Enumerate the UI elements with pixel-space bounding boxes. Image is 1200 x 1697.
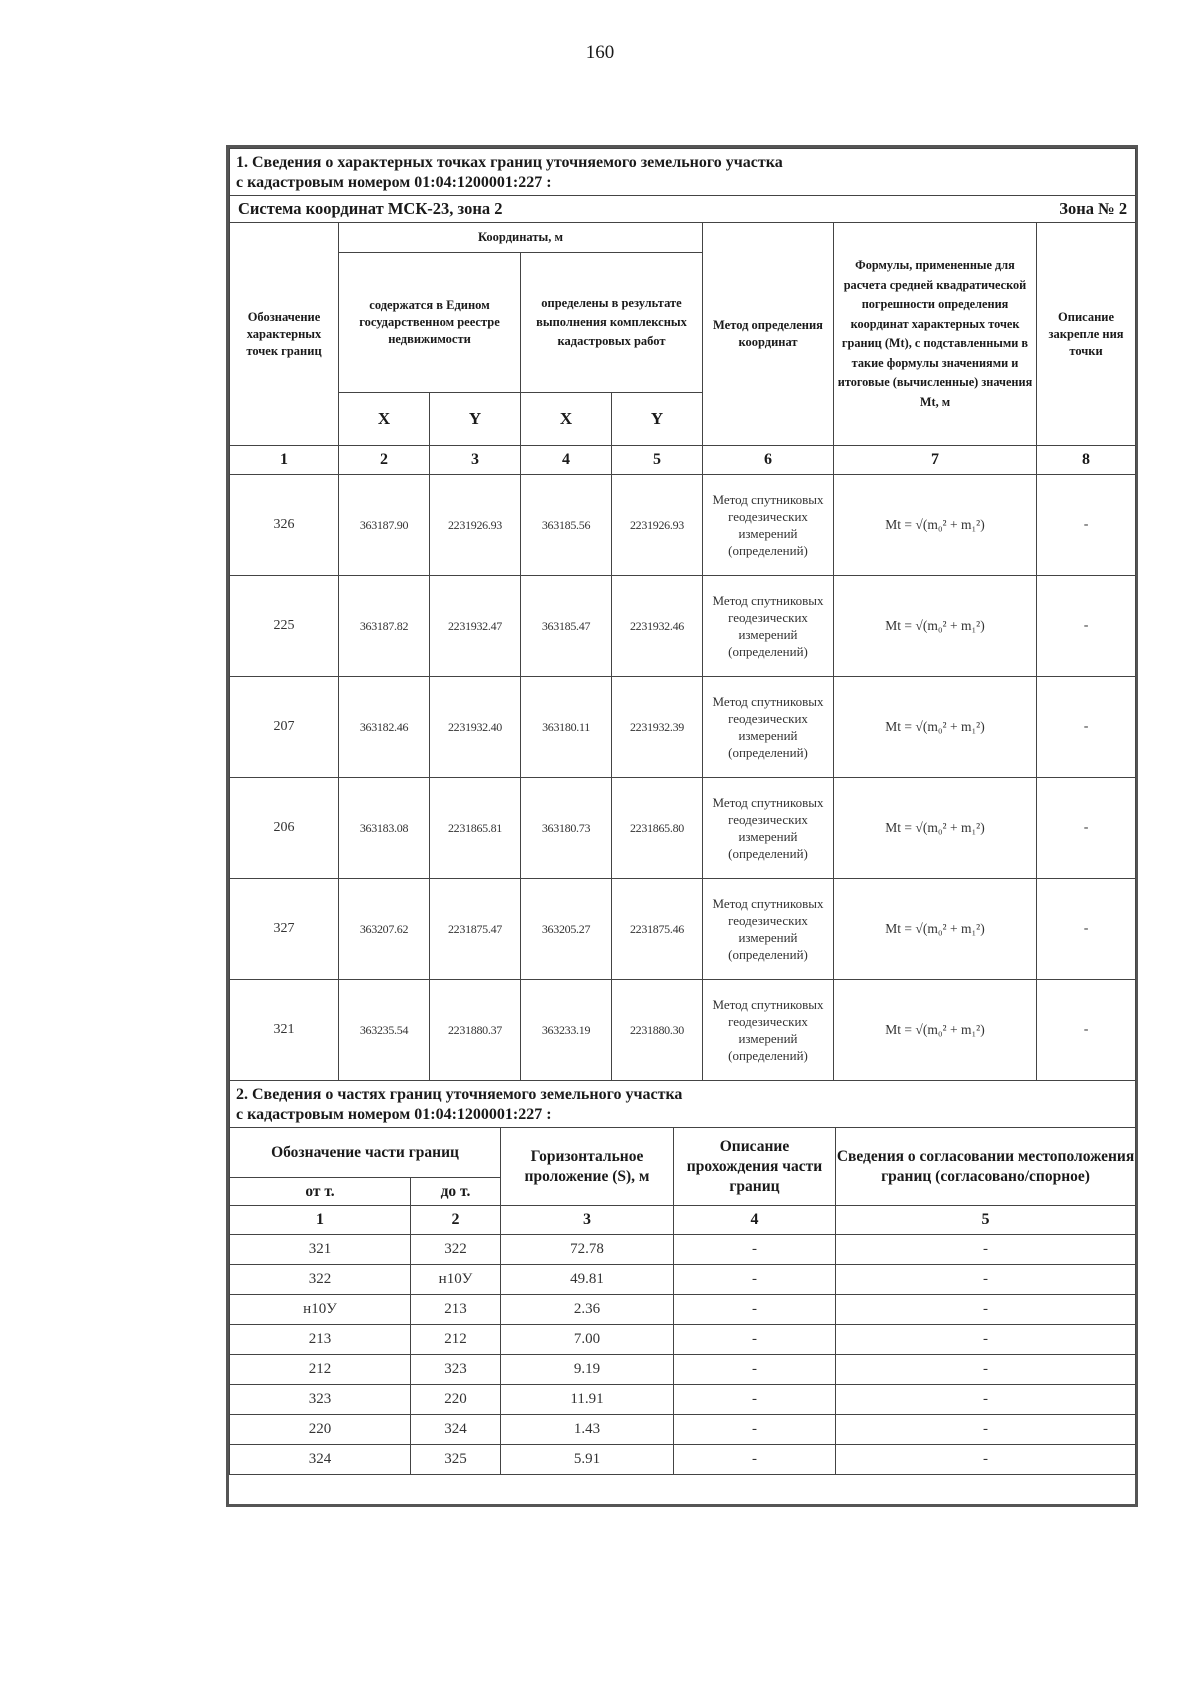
table-bottom-spacer <box>230 1475 1136 1484</box>
determined-x: 363185.56 <box>521 475 612 576</box>
header-y-determined: Y <box>612 393 703 446</box>
determined-y: 2231875.46 <box>612 879 703 980</box>
column-number: 1 <box>230 1206 411 1235</box>
method-cell: Метод спутниковых геодезических измерений (определений) <box>703 879 834 980</box>
point-id: 326 <box>230 475 339 576</box>
document-frame <box>226 145 1138 1507</box>
point-row <box>230 778 1136 879</box>
method-cell: Метод спутниковых геодезических измерений (определений) <box>703 980 834 1081</box>
determined-y: 2231865.80 <box>612 778 703 879</box>
registry-x: 363235.54 <box>339 980 430 1081</box>
column-number: 7 <box>834 446 1037 475</box>
description-cell: - <box>1037 677 1136 778</box>
passage-cell: - <box>674 1325 836 1355</box>
column-number: 3 <box>501 1206 674 1235</box>
part-row <box>230 1295 1136 1325</box>
passage-cell: - <box>674 1415 836 1445</box>
registry-y: 2231932.40 <box>430 677 521 778</box>
to-point: 322 <box>411 1235 501 1265</box>
to-point: 325 <box>411 1445 501 1475</box>
part-row <box>230 1415 1136 1445</box>
formula-cell: Mt = √(m₀² + m₁²) <box>834 475 1037 576</box>
column-number: 2 <box>411 1206 501 1235</box>
parts-table <box>229 1081 1136 1483</box>
points-table <box>229 148 1136 1081</box>
determined-y: 2231880.30 <box>612 980 703 1081</box>
passage-cell: - <box>674 1265 836 1295</box>
header-y-registry: Y <box>430 393 521 446</box>
column-numbers-row <box>230 446 1136 475</box>
determined-y: 2231932.46 <box>612 576 703 677</box>
column-number: 3 <box>430 446 521 475</box>
point-id: 225 <box>230 576 339 677</box>
part-row <box>230 1235 1136 1265</box>
from-point: н10У <box>230 1295 411 1325</box>
determined-x: 363205.27 <box>521 879 612 980</box>
header-passage: Описание прохождения части границ <box>674 1128 836 1206</box>
passage-cell: - <box>674 1295 836 1325</box>
section1-title <box>230 149 1136 196</box>
part-row <box>230 1265 1136 1295</box>
section1-title-line2: с кадастровым номером 01:04:1200001:227 : <box>236 174 552 191</box>
determined-x: 363185.47 <box>521 576 612 677</box>
formula-cell: Mt = √(m₀² + m₁²) <box>834 677 1037 778</box>
formula-cell: Mt = √(m₀² + m₁²) <box>834 778 1037 879</box>
method-cell: Метод спутниковых геодезических измерений (определений) <box>703 576 834 677</box>
determined-y: 2231932.39 <box>612 677 703 778</box>
point-row <box>230 475 1136 576</box>
passage-cell: - <box>674 1235 836 1265</box>
length-cell: 9.19 <box>501 1355 674 1385</box>
from-point: 220 <box>230 1415 411 1445</box>
passage-cell: - <box>674 1385 836 1415</box>
header-method: Метод определения координат <box>703 223 834 446</box>
description-cell: - <box>1037 879 1136 980</box>
header-point: Обозначение характерных точек границ <box>230 223 339 446</box>
header-to: до т. <box>411 1178 501 1206</box>
agreement-cell: - <box>836 1235 1136 1265</box>
length-cell: 7.00 <box>501 1325 674 1355</box>
description-cell: - <box>1037 980 1136 1081</box>
from-point: 323 <box>230 1385 411 1415</box>
to-point: н10У <box>411 1265 501 1295</box>
column-number: 5 <box>836 1206 1136 1235</box>
registry-y: 2231926.93 <box>430 475 521 576</box>
registry-y: 2231880.37 <box>430 980 521 1081</box>
from-point: 213 <box>230 1325 411 1355</box>
determined-y: 2231926.93 <box>612 475 703 576</box>
length-cell: 49.81 <box>501 1265 674 1295</box>
determined-x: 363180.11 <box>521 677 612 778</box>
description-cell: - <box>1037 475 1136 576</box>
description-cell: - <box>1037 576 1136 677</box>
determined-x: 363233.19 <box>521 980 612 1081</box>
column-number: 4 <box>674 1206 836 1235</box>
header-in-registry: содержатся в Едином государственном реестре недвижимости <box>339 253 521 393</box>
registry-y: 2231865.81 <box>430 778 521 879</box>
point-id: 321 <box>230 980 339 1081</box>
section2-title-line2: с кадастровым номером 01:04:1200001:227 : <box>236 1106 552 1123</box>
passage-cell: - <box>674 1355 836 1385</box>
to-point: 324 <box>411 1415 501 1445</box>
from-point: 212 <box>230 1355 411 1385</box>
length-cell: 11.91 <box>501 1385 674 1415</box>
agreement-cell: - <box>836 1295 1136 1325</box>
length-cell: 5.91 <box>501 1445 674 1475</box>
page-number: 160 <box>585 42 615 63</box>
header-coordinates: Координаты, м <box>339 223 703 253</box>
part-row <box>230 1355 1136 1385</box>
length-cell: 2.36 <box>501 1295 674 1325</box>
to-point: 220 <box>411 1385 501 1415</box>
registry-y: 2231932.47 <box>430 576 521 677</box>
header-formula: Формулы, примененные для расчета средней квадратической погрешности определения координат характерных точек границ (Mt), с подставленными в такие формулы значениями и итоговые (вычисленные) значения Mt, м <box>834 223 1037 446</box>
part-row <box>230 1325 1136 1355</box>
part-row <box>230 1445 1136 1475</box>
registry-x: 363207.62 <box>339 879 430 980</box>
point-id: 327 <box>230 879 339 980</box>
description-cell: - <box>1037 778 1136 879</box>
header-agreement: Сведения о согласовании местоположения границ (согласовано/спорное) <box>836 1128 1136 1206</box>
header-part: Обозначение части границ <box>230 1128 501 1178</box>
section2-title-line1: 2. Сведения о частях границ уточняемого земельного участка <box>236 1086 683 1103</box>
point-id: 207 <box>230 677 339 778</box>
formula-cell: Mt = √(m₀² + m₁²) <box>834 980 1037 1081</box>
header-x-registry: X <box>339 393 430 446</box>
to-point: 213 <box>411 1295 501 1325</box>
to-point: 212 <box>411 1325 501 1355</box>
point-id: 206 <box>230 778 339 879</box>
registry-x: 363183.08 <box>339 778 430 879</box>
column-number: 1 <box>230 446 339 475</box>
header-determined: определены в результате выполнения комплексных кадастровых работ <box>521 253 703 393</box>
agreement-cell: - <box>836 1265 1136 1295</box>
determined-x: 363180.73 <box>521 778 612 879</box>
agreement-cell: - <box>836 1415 1136 1445</box>
column-number: 2 <box>339 446 430 475</box>
method-cell: Метод спутниковых геодезических измерений (определений) <box>703 475 834 576</box>
column-number: 8 <box>1037 446 1136 475</box>
point-row <box>230 980 1136 1081</box>
to-point: 323 <box>411 1355 501 1385</box>
section2-title <box>230 1081 1136 1128</box>
parts-column-numbers-row <box>230 1206 1136 1235</box>
from-point: 321 <box>230 1235 411 1265</box>
header-from: от т. <box>230 1178 411 1206</box>
header-length: Горизонтальное проложение (S), м <box>501 1128 674 1206</box>
agreement-cell: - <box>836 1385 1136 1415</box>
header-description: Описание закрепле ния точки <box>1037 223 1136 446</box>
from-point: 322 <box>230 1265 411 1295</box>
header-x-determined: X <box>521 393 612 446</box>
length-cell: 72.78 <box>501 1235 674 1265</box>
column-number: 6 <box>703 446 834 475</box>
coordinate-system-label: Система координат МСК-23, зона 2 <box>230 196 834 223</box>
registry-x: 363187.82 <box>339 576 430 677</box>
agreement-cell: - <box>836 1445 1136 1475</box>
method-cell: Метод спутниковых геодезических измерений (определений) <box>703 778 834 879</box>
part-row <box>230 1385 1136 1415</box>
agreement-cell: - <box>836 1355 1136 1385</box>
registry-y: 2231875.47 <box>430 879 521 980</box>
point-row <box>230 677 1136 778</box>
from-point: 324 <box>230 1445 411 1475</box>
zone-label: Зона № 2 <box>834 196 1136 223</box>
agreement-cell: - <box>836 1325 1136 1355</box>
column-number: 4 <box>521 446 612 475</box>
section1-title-line1: 1. Сведения о характерных точках границ уточняемого земельного участка <box>236 154 783 171</box>
column-number: 5 <box>612 446 703 475</box>
formula-cell: Mt = √(m₀² + m₁²) <box>834 879 1037 980</box>
point-row <box>230 576 1136 677</box>
method-cell: Метод спутниковых геодезических измерений (определений) <box>703 677 834 778</box>
length-cell: 1.43 <box>501 1415 674 1445</box>
registry-x: 363182.46 <box>339 677 430 778</box>
passage-cell: - <box>674 1445 836 1475</box>
formula-cell: Mt = √(m₀² + m₁²) <box>834 576 1037 677</box>
point-row <box>230 879 1136 980</box>
registry-x: 363187.90 <box>339 475 430 576</box>
